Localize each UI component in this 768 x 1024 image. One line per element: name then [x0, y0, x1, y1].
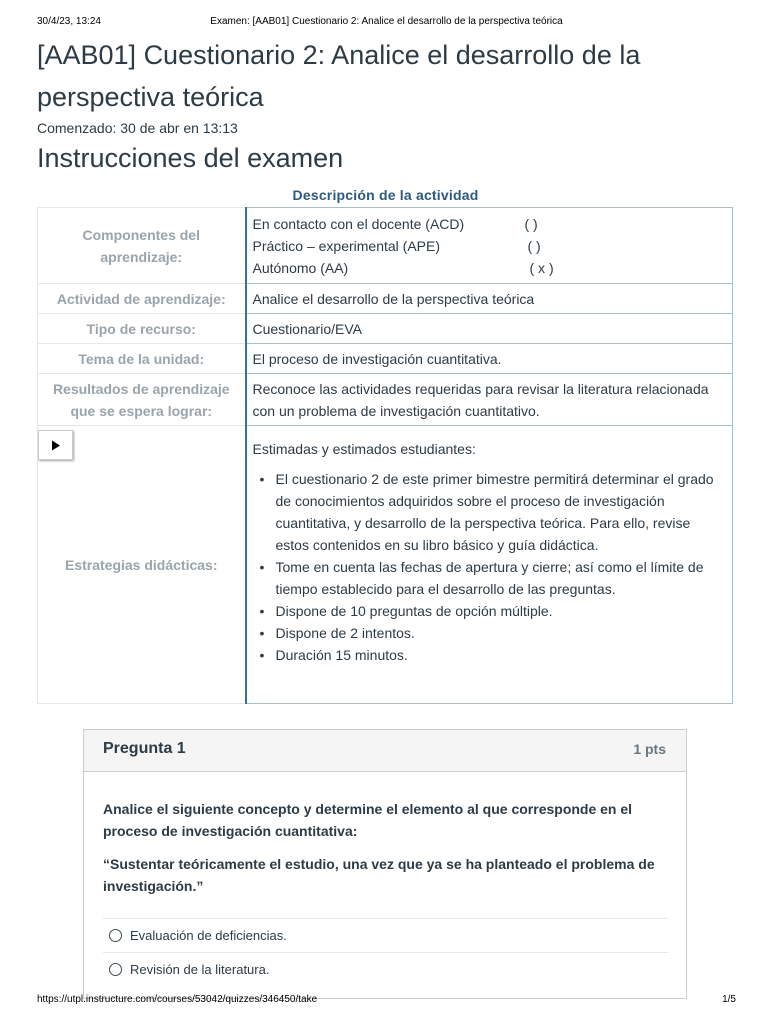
component-acd-label: En contacto con el docente (ACD)	[252, 215, 465, 232]
activity-value: Analice el desarrollo de la perspectiva teórica	[246, 284, 733, 314]
strategies-intro: Estimadas y estimados estudiantes:	[252, 441, 476, 457]
results-value: Reconoce las actividades requeridas para revisar la literatura relacionada con un problema de investigación cuantitativo.	[246, 374, 733, 426]
component-ape	[253, 235, 727, 257]
component-acd-mark: ( )	[524, 215, 538, 232]
instructions-heading: Instrucciones del examen	[37, 143, 344, 173]
results-row	[38, 374, 733, 426]
question-points: 1 pts	[633, 741, 666, 757]
resource-label: Tipo de recurso:	[38, 314, 246, 344]
print-footer	[37, 994, 736, 1008]
activity-caption: Descripción de la actividad	[292, 187, 479, 203]
activity-table	[37, 207, 733, 704]
strategies-value	[246, 426, 733, 704]
component-ape-mark: ( )	[527, 237, 541, 254]
resource-value: Cuestionario/EVA	[246, 314, 733, 344]
question-text: Analice el siguiente concepto y determine el elemento al que corresponde en el proceso de investigación cuantitativa:	[103, 801, 633, 839]
question-card	[83, 729, 687, 999]
print-page-number: 1/5	[722, 994, 736, 1005]
results-label: Resultados de aprendizaje que se espera lograr:	[38, 374, 246, 426]
unit-value: El proceso de investigación cuantitativa.	[246, 344, 733, 374]
started-timestamp: Comenzado: 30 de abr en 13:13	[37, 120, 238, 136]
activity-row	[38, 284, 733, 314]
strategy-item: • Tome en cuenta las fechas de apertura y cierre; así como el límite de tiempo establecido para el desarrollo de las preguntas.	[253, 556, 727, 600]
components-row	[38, 208, 733, 284]
page-title: [AAB01] Cuestionario 2: Analice el desarrollo de la perspectiva teórica	[37, 40, 641, 112]
radio-button[interactable]	[109, 929, 122, 942]
unit-label: Tema de la unidad:	[38, 344, 246, 374]
strategies-cell	[38, 426, 246, 704]
components-value	[246, 208, 733, 284]
question-quote: “Sustentar teóricamente el estudio, una vez que ya se ha planteado el problema de investigación.”	[103, 856, 655, 894]
strategy-item: • Dispone de 2 intentos.	[253, 622, 727, 644]
resource-row	[38, 314, 733, 344]
component-aa	[253, 257, 727, 279]
strategy-item: • El cuestionario 2 de este primer bimestre permitirá determinar el grado de conocimientos adquiridos sobre el proceso de investigación cuantitativa, y desarrollo de la perspectiva teórica. Para ello, revise estos contenidos en su libro básico y guía didáctica.	[253, 468, 727, 556]
component-ape-label: Práctico – experimental (APE)	[252, 237, 441, 254]
component-acd	[253, 213, 727, 235]
activity-label: Actividad de aprendizaje:	[38, 284, 246, 314]
component-aa-mark: ( x )	[529, 259, 554, 276]
answer-option[interactable]	[103, 918, 668, 952]
print-document-title: Examen: [AAB01] Cuestionario 2: Analice el desarrollo de la perspectiva teórica	[210, 16, 563, 27]
print-date: 30/4/23, 13:24	[37, 16, 101, 27]
question-title: Pregunta 1	[103, 740, 186, 757]
print-header	[37, 16, 736, 30]
components-label: Componentes del aprendizaje:	[38, 208, 246, 284]
answer-option[interactable]	[103, 952, 668, 986]
component-aa-label: Autónomo (AA)	[252, 259, 349, 276]
strategy-item: • Dispone de 10 preguntas de opción múltiple.	[253, 600, 727, 622]
strategy-item: • Duración 15 minutos.	[253, 644, 727, 666]
answer-list	[103, 918, 668, 986]
print-url: https://utpl.instructure.com/courses/53042/quizzes/346450/take	[37, 994, 318, 1005]
strategies-label: Estrategias didácticas:	[64, 556, 218, 573]
strategies-list	[253, 468, 727, 666]
radio-button[interactable]	[109, 963, 122, 976]
answer-label: Revisión de la literatura.	[130, 962, 270, 977]
unit-row	[38, 344, 733, 374]
answer-label: Evaluación de deficiencias.	[130, 928, 287, 943]
question-header	[84, 730, 686, 772]
strategies-row	[38, 426, 733, 704]
